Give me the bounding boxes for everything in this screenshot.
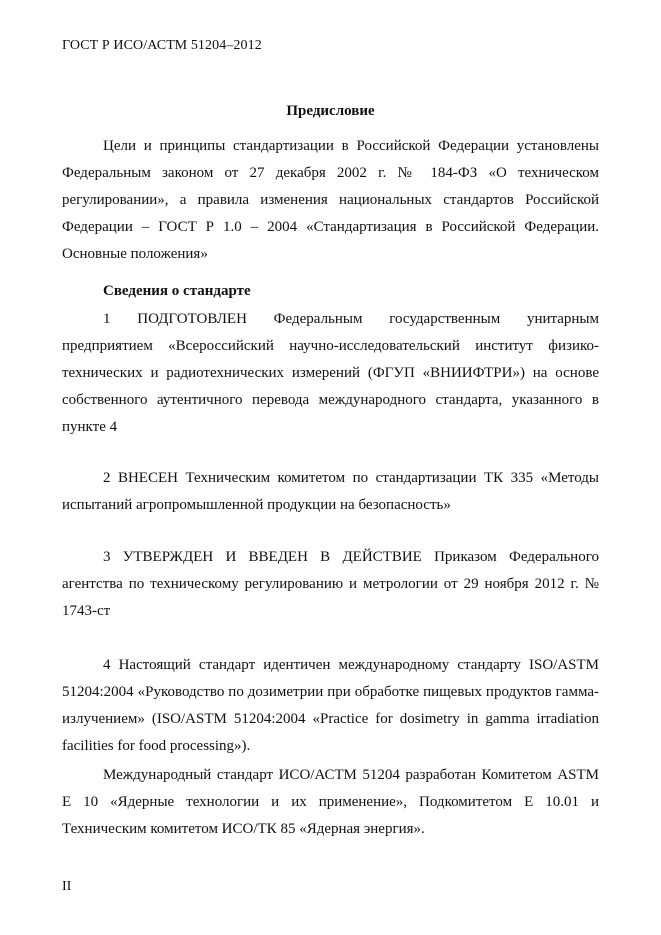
item-2-paragraph: 2 ВНЕСЕН Техническим комитетом по стандартизации ТК 335 «Методы испытаний агропромышленной продукции на безопасность» [62,470,599,513]
item-4-note-paragraph: Международный стандарт ИСО/АСТМ 51204 разработан Комитетом ASTM E 10 «Ядерные технологии и их применение», Подкомитетом E 10.01 и Техническим комитетом ИСО/ТК 85 «Ядерная энергия». [62,767,599,837]
section-title: Сведения о стандарте [103,283,251,299]
page-number: II [62,879,72,894]
intro-paragraph: Цели и принципы стандартизации в Российской Федерации установлены Федеральным законом от 27 декабря 2002 г. № 184-ФЗ «О техническом регулировании», а правила изменения национальных стандартов Российской Федерации – ГОСТ Р 1.0 – 2004 «Стандартизация в Российской Федерации. Основные положения» [62,138,599,262]
page-title: Предисловие [286,103,375,119]
item-4-paragraph: 4 Настоящий стандарт идентичен международному стандарту ISO/ASTM 51204:2004 «Руководство по дозиметрии при обработке пищевых продуктов гамма-излучением» (ISO/ASTM 51204:2004 «Practice for dosimetry in gamma irradiation facilities for food processing»). [62,657,599,754]
item-3-paragraph: 3 УТВЕРЖДЕН И ВВЕДЕН В ДЕЙСТВИЕ Приказом Федерального агентства по техническому регулированию и метрологии от 29 ноября 2012 г. № 1743-ст [62,549,599,619]
item-1-paragraph: 1 ПОДГОТОВЛЕН Федеральным государственным унитарным предприятием «Всероссийский научно-исследовательский институт физико-технических и радиотехнических измерений (ФГУП «ВНИИФТРИ») на основе собственного аутентичного перевода международного стандарта, указанного в пункте 4 [62,311,599,435]
document-header: ГОСТ Р ИСО/АСТМ 51204–2012 [62,38,262,53]
